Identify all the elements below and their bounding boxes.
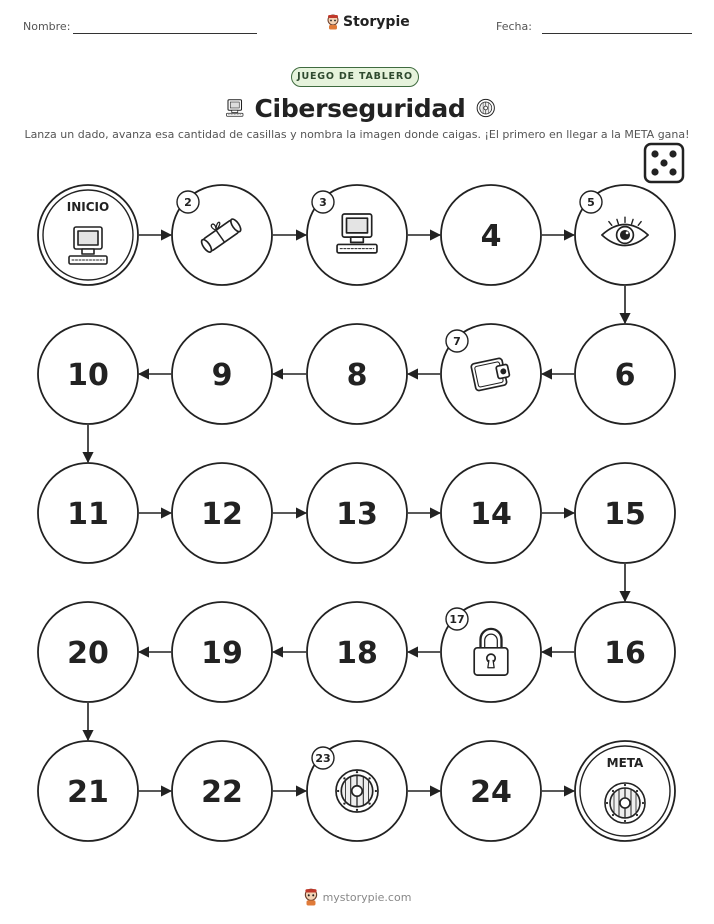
eye-icon xyxy=(602,217,648,245)
footer xyxy=(0,888,714,906)
board-square xyxy=(575,463,675,563)
board-square xyxy=(441,463,541,563)
footer-url: mystorypie.com xyxy=(322,890,412,904)
board-square xyxy=(307,463,407,563)
square-number: 21 xyxy=(67,775,109,810)
square-number: 15 xyxy=(604,497,646,532)
square-number: 17 xyxy=(449,613,465,626)
square-number: 22 xyxy=(201,775,243,810)
board-square xyxy=(38,602,138,702)
square-number: 18 xyxy=(336,636,378,671)
square-number: 6 xyxy=(614,358,636,393)
brand-name: Storypie xyxy=(343,14,410,30)
square-number: 14 xyxy=(470,497,512,532)
finish-label: META xyxy=(606,756,644,770)
board-square xyxy=(38,463,138,563)
board-square xyxy=(38,324,138,424)
square-number: 8 xyxy=(346,358,368,393)
square-number: 19 xyxy=(201,636,243,671)
shield-icon xyxy=(336,770,378,812)
square-number: 20 xyxy=(67,636,109,671)
board-square xyxy=(441,185,541,285)
square-number: 12 xyxy=(201,497,243,532)
square-number: 4 xyxy=(480,219,502,254)
square-number: 13 xyxy=(336,497,378,532)
board-square xyxy=(172,463,272,563)
square-number: 11 xyxy=(67,497,109,532)
board-square xyxy=(307,602,407,702)
start-label: INICIO xyxy=(66,200,110,214)
square-number: 7 xyxy=(453,335,461,348)
board-square xyxy=(307,324,407,424)
board-square xyxy=(441,741,541,841)
board-square xyxy=(575,324,675,424)
square-number: 3 xyxy=(319,196,327,209)
game-type-badge: JUEGO DE TABLERO xyxy=(291,67,419,87)
square-number: 2 xyxy=(184,196,192,209)
board-square xyxy=(172,741,272,841)
computer-icon xyxy=(337,214,377,253)
square-number: 10 xyxy=(67,358,109,393)
square-number: 9 xyxy=(211,358,233,393)
computer-icon xyxy=(69,227,107,264)
board-square xyxy=(172,324,272,424)
shield-icon xyxy=(605,783,645,823)
square-number: 23 xyxy=(315,752,331,765)
square-number: 5 xyxy=(587,196,595,209)
name-label: Nombre: xyxy=(23,20,71,33)
board-square xyxy=(38,741,138,841)
page-title: Ciberseguridad xyxy=(254,93,466,123)
storypie-mascot-icon xyxy=(303,888,319,906)
date-label: Fecha: xyxy=(496,20,532,33)
square-number: 24 xyxy=(470,775,512,810)
board-square xyxy=(575,602,675,702)
board-square xyxy=(172,602,272,702)
instructions: Lanza un dado, avanza esa cantidad de casillas y nombra la imagen donde caigas. ¡El primero en llegar a la META gana! xyxy=(24,128,690,141)
square-number: 16 xyxy=(604,636,646,671)
